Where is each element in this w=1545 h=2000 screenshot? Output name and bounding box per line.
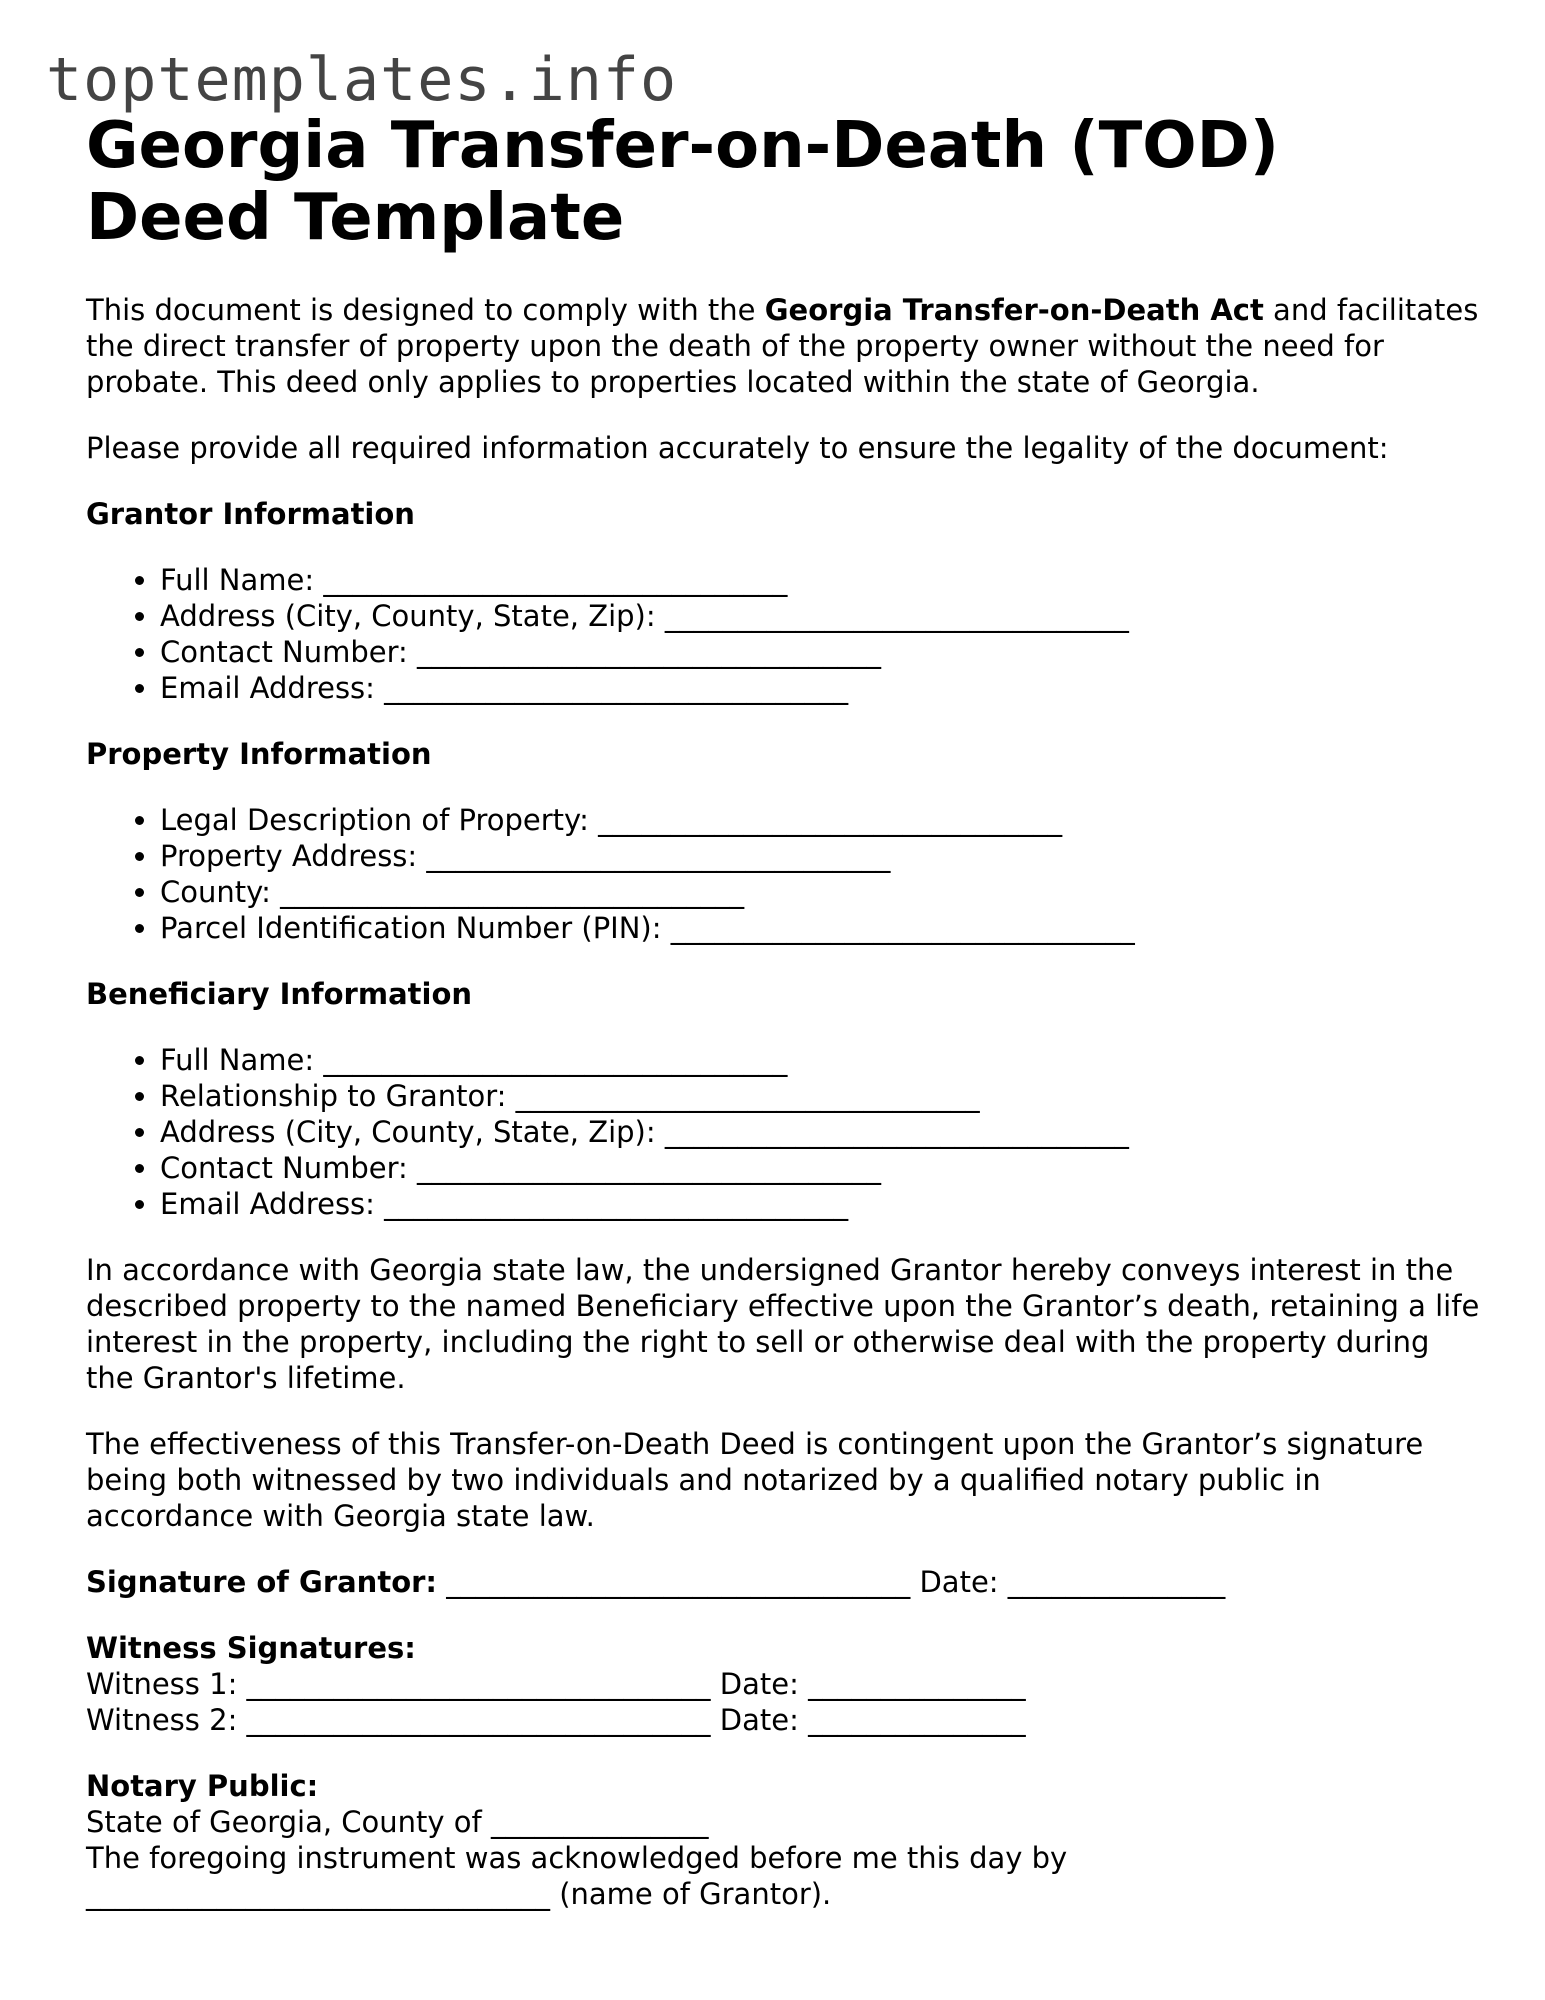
intro-paragraph [86, 292, 1486, 400]
witness-1-line[interactable]: Witness 1: ________________________________ Date: _______________ [86, 1667, 1026, 1701]
notary-grantor-name-line[interactable]: ________________________________ (name of Grantor). [86, 1877, 832, 1911]
beneficiary-full-name-field[interactable]: • Full Name: ________________________________ [160, 1042, 1486, 1078]
page-title: Georgia Transfer-on-Death (TOD) Deed Template [86, 109, 1280, 255]
grantor-contact-field[interactable]: • Contact Number: ________________________________ [160, 634, 1486, 670]
grantor-email-field[interactable]: • Email Address: ________________________________ [160, 670, 1486, 706]
notary-county-line[interactable]: State of Georgia, County of _______________ [86, 1805, 709, 1839]
grantor-heading: Grantor Information [86, 497, 415, 531]
grantor-full-name-field[interactable]: • Full Name: ________________________________ [160, 562, 1486, 598]
intro-text-before: This document is designed to comply with the [86, 293, 765, 327]
grantor-signature-line[interactable] [86, 1564, 1486, 1600]
signature-blank: ________________________________ Date: _______________ [437, 1565, 1226, 1599]
property-list [86, 802, 1486, 946]
signature-label: Signature of Grantor: [86, 1565, 438, 1599]
property-heading: Property Information [86, 737, 432, 771]
notary-acknowledgement-line: The foregoing instrument was acknowledged before me this day by [86, 1841, 1068, 1875]
beneficiary-contact-field[interactable]: • Contact Number: ________________________________ [160, 1150, 1486, 1186]
property-address-field[interactable]: • Property Address: ________________________________ [160, 838, 1486, 874]
conveyance-paragraph: In accordance with Georgia state law, the undersigned Grantor hereby conveys interest in the described property to the named Beneficiary effective upon the Grantor’s death, retaining a life interest in the property, including the right to sell or otherwise deal with the property during the Grantor's lifetime. [86, 1253, 1480, 1395]
watermark: toptemplates.info [46, 45, 678, 115]
beneficiary-relationship-field[interactable]: • Relationship to Grantor: ________________________________ [160, 1078, 1486, 1114]
intro-act-name: Georgia Transfer-on-Death Act [764, 293, 1264, 327]
instruction-paragraph: Please provide all required information accurately to ensure the legality of the document: [86, 431, 1389, 465]
witness-2-line[interactable]: Witness 2: ________________________________ Date: _______________ [86, 1703, 1026, 1737]
intro-text-after: and facilitates the direct transfer of property upon the death of the property owner without the need for probate. This deed only applies to properties located within the state of Georgia. [86, 293, 1479, 399]
grantor-list [86, 562, 1486, 706]
beneficiary-address-field[interactable]: • Address (City, County, State, Zip): ________________________________ [160, 1114, 1486, 1150]
document-page [86, 110, 1486, 1912]
beneficiary-email-field[interactable]: • Email Address: ________________________________ [160, 1186, 1486, 1222]
witness-heading: Witness Signatures: [86, 1631, 416, 1665]
property-pin-field[interactable]: • Parcel Identification Number (PIN): ________________________________ [160, 910, 1486, 946]
property-legal-description-field[interactable]: • Legal Description of Property: ________________________________ [160, 802, 1486, 838]
beneficiary-list [86, 1042, 1486, 1222]
property-county-field[interactable]: • County: ________________________________ [160, 874, 1486, 910]
effectiveness-paragraph: The effectiveness of this Transfer-on-Death Deed is contingent upon the Grantor’s signature being both witnessed by two individuals and notarized by a qualified notary public in accordance with Georgia state law. [86, 1427, 1424, 1533]
beneficiary-heading: Beneficiary Information [86, 977, 473, 1011]
notary-heading: Notary Public: [86, 1769, 319, 1803]
grantor-address-field[interactable]: • Address (City, County, State, Zip): ________________________________ [160, 598, 1486, 634]
